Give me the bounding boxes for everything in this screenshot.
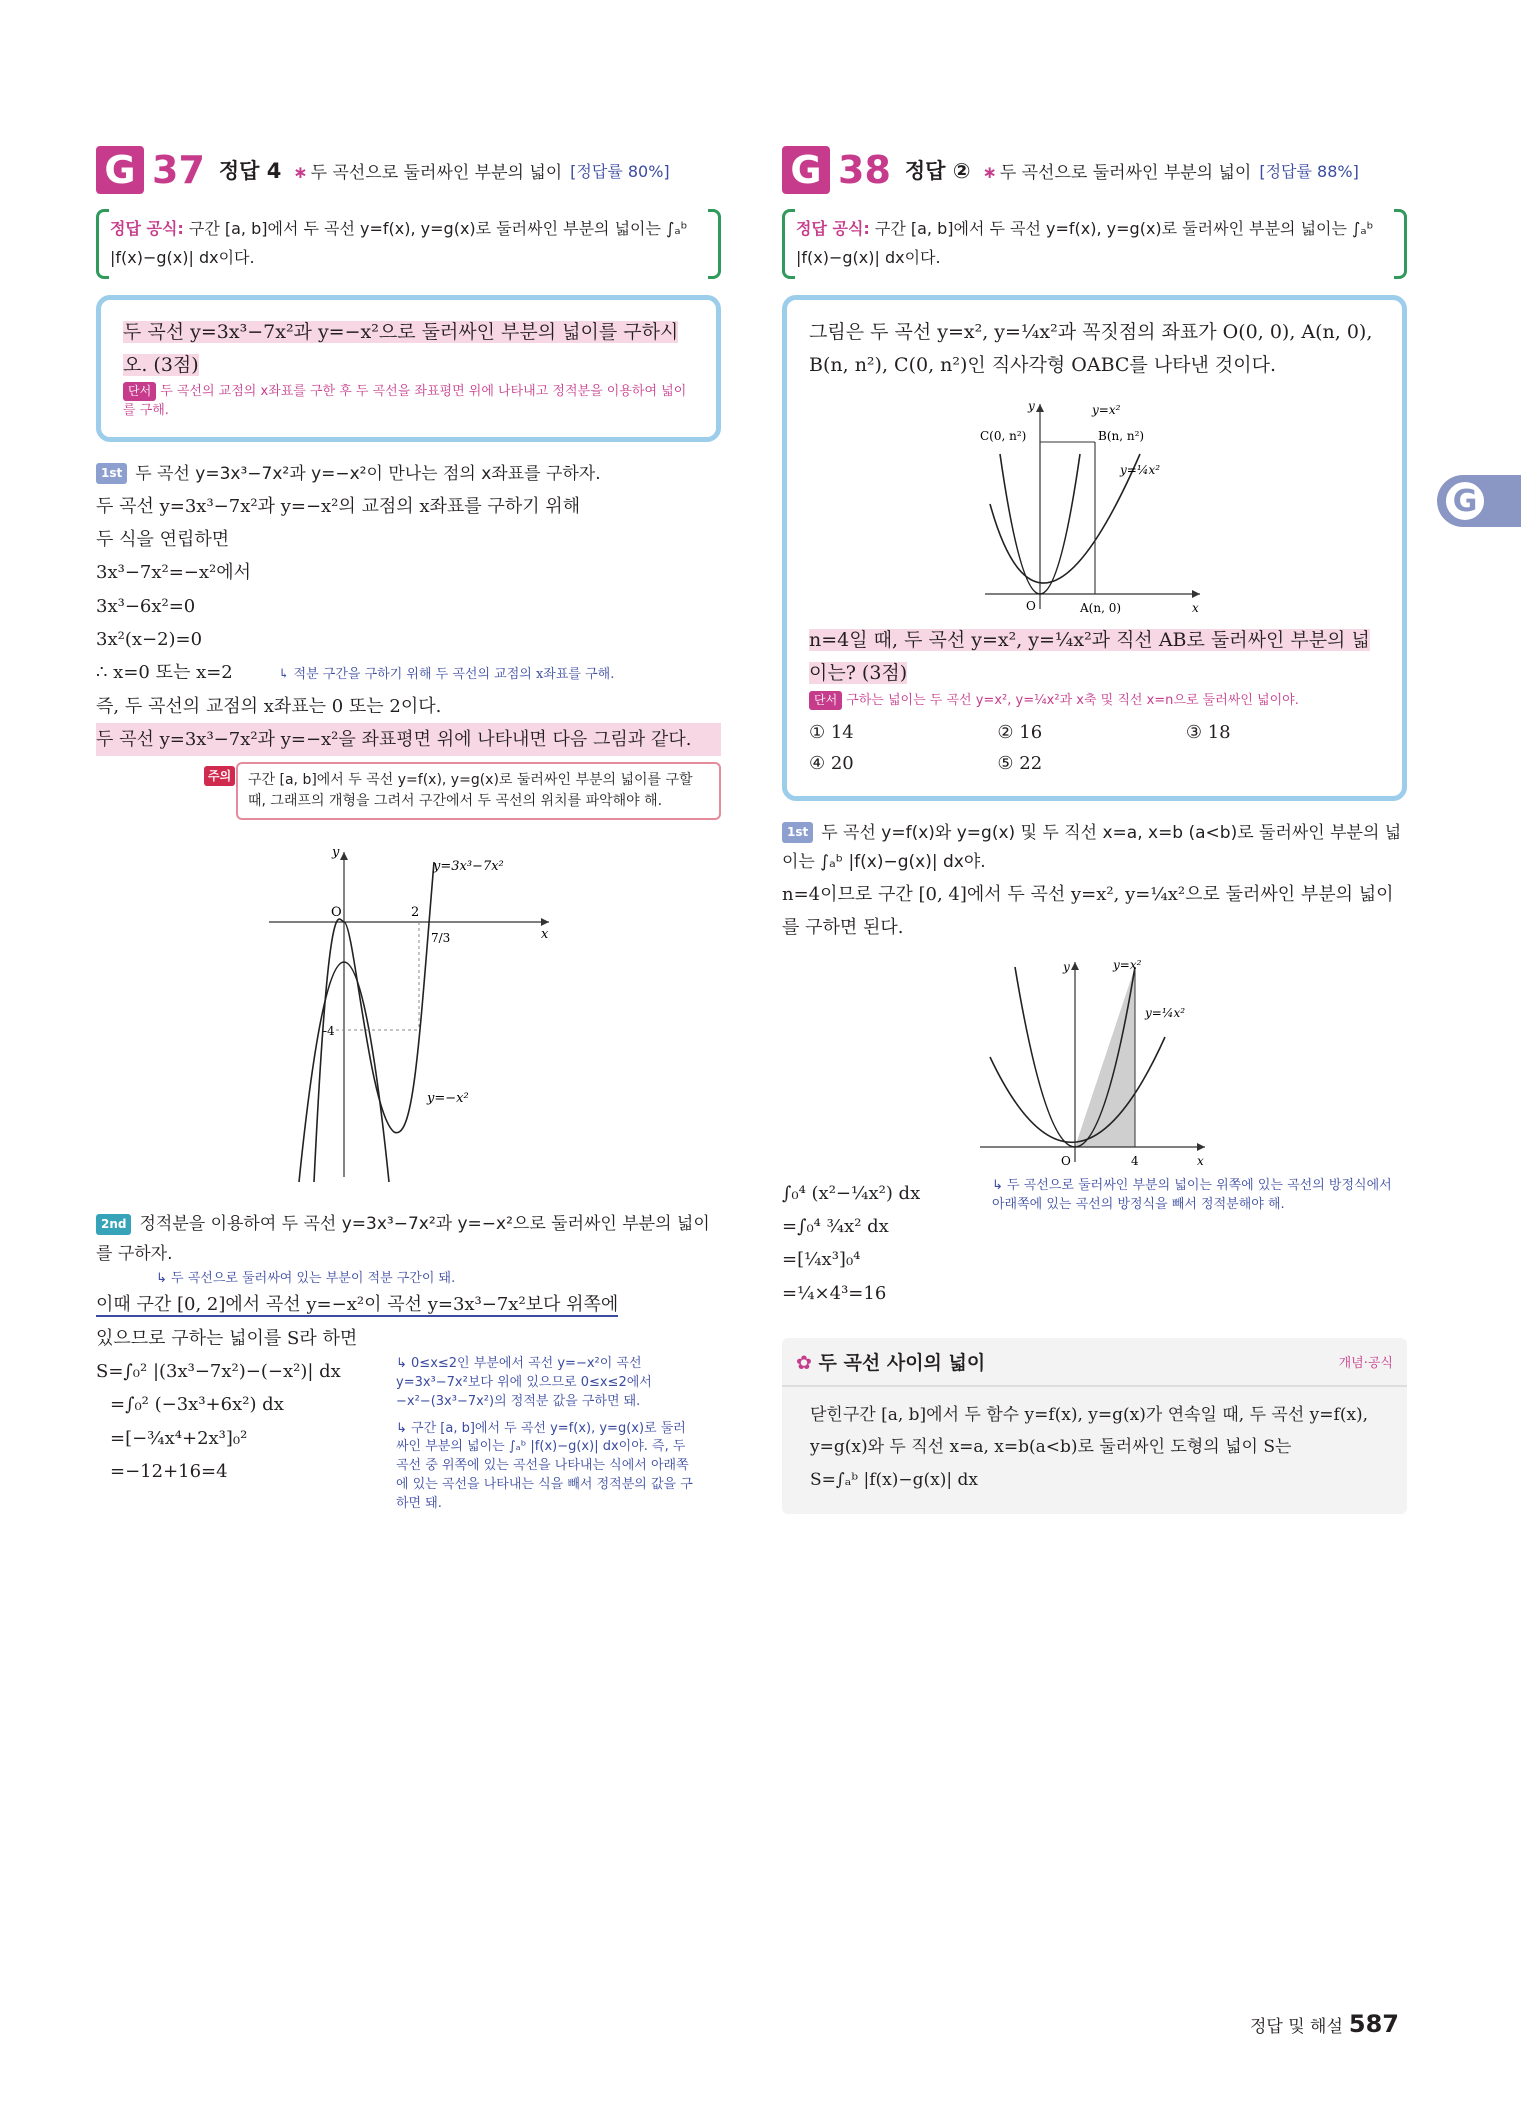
calc-annotations [396, 1355, 696, 1514]
step-2 [96, 1210, 721, 1514]
footer-label: 정답 및 해설 [1249, 2017, 1343, 2037]
correct-rate: [정답률 88%] [1259, 161, 1359, 181]
choice-2[interactable]: ② 16 [997, 721, 1043, 743]
chapter-letter: G [1443, 479, 1487, 523]
problem-intro: 그림은 두 곡선 y=x², y=¼x²과 꼭짓점의 좌표가 O(0, 0), A(n, 0), B(n, n²), C(0, n²)인 직사각형 OABC를 나타낸 것이다. [809, 320, 1373, 376]
line: 3x²(x−2)=0 [96, 628, 203, 650]
label-tick73: 7/3 [430, 931, 450, 946]
annotation: ↳ 적분 구간을 구하기 위해 두 곡선의 교점의 x좌표를 구해. [278, 667, 615, 683]
label-tick2: 2 [410, 905, 419, 921]
page-number: 587 [1348, 2010, 1399, 2038]
answer-formula [782, 209, 1407, 279]
label-curve1: y=3x³−7x² [432, 859, 504, 875]
step-tag: 1st [96, 463, 127, 484]
conclusion: 즉, 두 곡선의 교점의 x좌표는 0 또는 2이다. [96, 695, 442, 717]
concept-header [782, 1338, 1407, 1387]
line: 3x³−6x²=0 [96, 595, 196, 617]
calc-line: S=∫₀² |(3x³−7x²)−(−x²)| dx [96, 1361, 341, 1383]
problem-number: 38 [838, 148, 891, 192]
problem-header [782, 145, 1407, 195]
line: 두 곡선 y=3x³−7x²과 y=−x²의 교점의 x좌표를 구하기 위해 [96, 495, 581, 517]
problem-38 [782, 145, 1407, 1514]
figure-rectangle-curves [980, 394, 1210, 624]
choice-5[interactable]: ⑤ 22 [997, 753, 1043, 775]
label-x: x [1191, 601, 1199, 616]
star-icon: ∗ [982, 162, 997, 183]
label-y: y [1062, 959, 1070, 974]
hint: 단서 구하는 넓이는 두 곡선 y=x², y=¼x²과 x축 및 직선 x=n으로 둘러싸인 넓이야. [809, 691, 1380, 711]
graph-cubic-parabola [259, 832, 559, 1192]
calc-line: =−12+16=4 [110, 1460, 228, 1482]
label-O: O [1060, 1153, 1071, 1168]
label-y: y [1027, 399, 1035, 414]
calc-line: =[¼x³]₀⁴ [782, 1249, 861, 1271]
answer-label: 정답 ② [904, 159, 971, 183]
concept-kind: 개념·공식 [1338, 1355, 1393, 1371]
problem-number: 37 [152, 148, 205, 192]
problem-question: n=4일 때, 두 곡선 y=x², y=¼x²과 직선 AB로 둘러싸인 부분의 넓이는? (3점) [809, 629, 1370, 685]
problem-37 [96, 145, 721, 1514]
topic: ∗ 두 곡선으로 둘러싸인 부분의 넓이 [982, 162, 1252, 183]
label-c2: y=¼x² [1144, 1005, 1185, 1020]
concept-text: 닫힌구간 [a, b]에서 두 함수 y=f(x), y=g(x)가 연속일 때, 두 곡선 y=f(x), y=g(x)와 두 직선 x=a, x=b(a<b)로 둘러싸인 도형의 넓이 S는 [810, 1404, 1369, 1458]
problem-text: 두 곡선 y=3x³−7x²과 y=−x²으로 둘러싸인 부분의 넓이를 구하시오. (3점) [123, 320, 679, 376]
step-title: 1st 두 곡선 y=3x³−7x²과 y=−x²이 만나는 점의 x좌표를 구하자. [96, 460, 721, 490]
line: 3x³−7x²=−x²에서 [96, 562, 252, 584]
annotation: ↳ 0≤x≤2인 부분에서 곡선 y=−x²이 곡선 y=3x³−7x²보다 위에 있으므로 0≤x≤2에서 −x²−(3x³−7x²)의 정적분 값을 구하면 돼. [396, 1356, 652, 1409]
choice-3[interactable]: ③ 18 [1185, 721, 1231, 743]
calc-area [782, 1177, 1407, 1310]
hint-tag: 단서 [123, 382, 156, 401]
annotation: ↳ 두 곡선으로 둘러싸인 부분의 넓이는 위쪽에 있는 곡선의 방정식에서 아래쪽에 있는 곡선의 방정식을 빼서 정적분해야 해. [992, 1177, 1392, 1212]
section-badge: G [96, 146, 144, 194]
calc-line: ∫₀⁴ (x²−¼x²) dx [782, 1182, 921, 1204]
hint: 단서 두 곡선의 교점의 x좌표를 구한 후 두 곡선을 좌표평면 위에 나타내고 정적분을 이용하여 넓이를 구해. [123, 384, 687, 419]
choices [809, 717, 1380, 780]
label-O: O [1025, 599, 1036, 614]
label-C: C(0, n²) [979, 429, 1026, 444]
chapter-side-tab[interactable] [1437, 475, 1521, 527]
step-title: 1st 두 곡선 y=f(x)와 y=g(x) 및 두 직선 x=a, x=b (a<b)로 둘러싸인 부분의 넓이는 ∫ₐᵇ |f(x)−g(x)| dx야. [782, 822, 1402, 873]
line: ∴ x=0 또는 x=2 ↳ 적분 구간을 구하기 위해 두 곡선의 교점의 x좌표를 구해. [96, 662, 615, 684]
step-tag: 1st [782, 822, 813, 843]
label-x: x [1196, 1153, 1204, 1168]
calc-line: =¼×4³=16 [782, 1282, 887, 1304]
label-c1: y=x² [1112, 957, 1141, 972]
label-y: y [331, 845, 339, 861]
calc-area [96, 1355, 721, 1514]
topic: ∗ 두 곡선으로 둘러싸인 부분의 넓이 [293, 162, 563, 183]
calc-lines [782, 1177, 992, 1310]
formula-label: 정답 공식: [110, 219, 184, 238]
warning-box: 주의 구간 [a, b]에서 두 곡선 y=f(x), y=g(x)로 둘러싸인 부분의 넓이를 구할 때, 그래프의 개형을 그려서 구간에서 두 곡선의 위치를 파악해야 해. [236, 762, 721, 820]
star-icon: ∗ [293, 162, 308, 183]
line: 이때 구간 [0, 2]에서 곡선 y=−x²이 곡선 y=3x³−7x²보다 위쪽에 [96, 1294, 619, 1316]
label-c2: y=¼x² [1119, 463, 1160, 478]
concept-body [782, 1387, 1407, 1496]
graph-intro: 두 곡선 y=3x³−7x²과 y=−x²을 좌표평면 위에 나타내면 다음 그림과 같다. [96, 723, 721, 756]
choice-1[interactable]: ① 14 [809, 721, 854, 743]
problem-box [782, 295, 1407, 801]
label-c1: y=x² [1091, 403, 1120, 418]
curve-y-quarter-x2 [990, 1037, 1165, 1142]
line: 두 식을 연립하면 [96, 529, 230, 551]
step2-text [96, 1288, 721, 1355]
label-A: A(n, 0) [1079, 601, 1121, 616]
label-B: B(n, n²) [1097, 429, 1144, 444]
formula-text: 구간 [a, b]에서 두 곡선 y=f(x), y=g(x)로 둘러싸인 부분의 넓이는 ∫ₐᵇ |f(x)−g(x)| dx이다. [110, 219, 688, 267]
label-4: 4 [1130, 1153, 1139, 1168]
section-badge: G [782, 146, 830, 194]
step-title: 2nd 정적분을 이용하여 두 곡선 y=3x³−7x²과 y=−x²으로 둘러싸인 부분의 넓이를 구하자. [96, 1214, 710, 1264]
annotation: ↳ 두 곡선으로 둘러싸여 있는 부분이 적분 구간이 돼. [156, 1270, 456, 1286]
label-tick-neg4: -4 [322, 1024, 335, 1039]
step1-text: n=4이므로 구간 [0, 4]에서 두 곡선 y=x², y=¼x²으로 둘러싸인 부분의 넓이를 구하면 된다. [782, 884, 1394, 939]
label-curve2: y=−x² [426, 1091, 469, 1107]
concept-formula: S=∫ₐᵇ |f(x)−g(x)| dx [810, 1469, 978, 1490]
step-1 [782, 819, 1407, 1310]
correct-rate: [정답률 80%] [570, 161, 670, 181]
formula-text: 구간 [a, b]에서 두 곡선 y=f(x), y=g(x)로 둘러싸인 부분의 넓이는 ∫ₐᵇ |f(x)−g(x)| dx이다. [796, 219, 1374, 267]
step-tag: 2nd [96, 1214, 131, 1235]
step1-lines [96, 490, 721, 756]
choice-4[interactable]: ④ 20 [809, 753, 854, 775]
answer-formula [96, 209, 721, 279]
curve-y-quarter-x2 [990, 454, 1140, 583]
concept-title: ✿ 두 곡선 사이의 넓이 [796, 1348, 985, 1375]
problem-header [96, 145, 721, 195]
graph-shaded-area [975, 957, 1215, 1177]
calc-line: =∫₀⁴ ¾x² dx [782, 1216, 889, 1238]
answer-label: 정답 4 [218, 159, 282, 183]
calc-line: =[−¾x⁴+2x³]₀² [110, 1427, 248, 1449]
page-footer [1250, 2010, 1399, 2038]
concept-box [782, 1338, 1407, 1514]
problem-box [96, 295, 721, 442]
line: 있으므로 구하는 넓이를 S라 하면 [96, 1327, 358, 1349]
calc-lines [96, 1355, 396, 1514]
label-origin: O [330, 905, 342, 921]
calc-line: =∫₀² (−3x³+6x²) dx [110, 1394, 284, 1416]
warning-tag: 주의 [204, 766, 235, 786]
label-x: x [540, 927, 548, 943]
hint-tag: 단서 [809, 691, 842, 710]
formula-label: 정답 공식: [796, 219, 870, 238]
annotation: ↳ 구간 [a, b]에서 두 곡선 y=f(x), y=g(x)로 둘러싸인 부분의 넓이는 ∫ₐᵇ |f(x)−g(x)| dx이야. 즉, 두 곡선 중 위쪽에 있는 곡선을 나타내는 식에서 아래쪽에 있는 곡선을 나타내는 식을 빼서 정적분의 값을 구하면 돼. [396, 1420, 693, 1511]
step-1 [96, 460, 721, 1192]
